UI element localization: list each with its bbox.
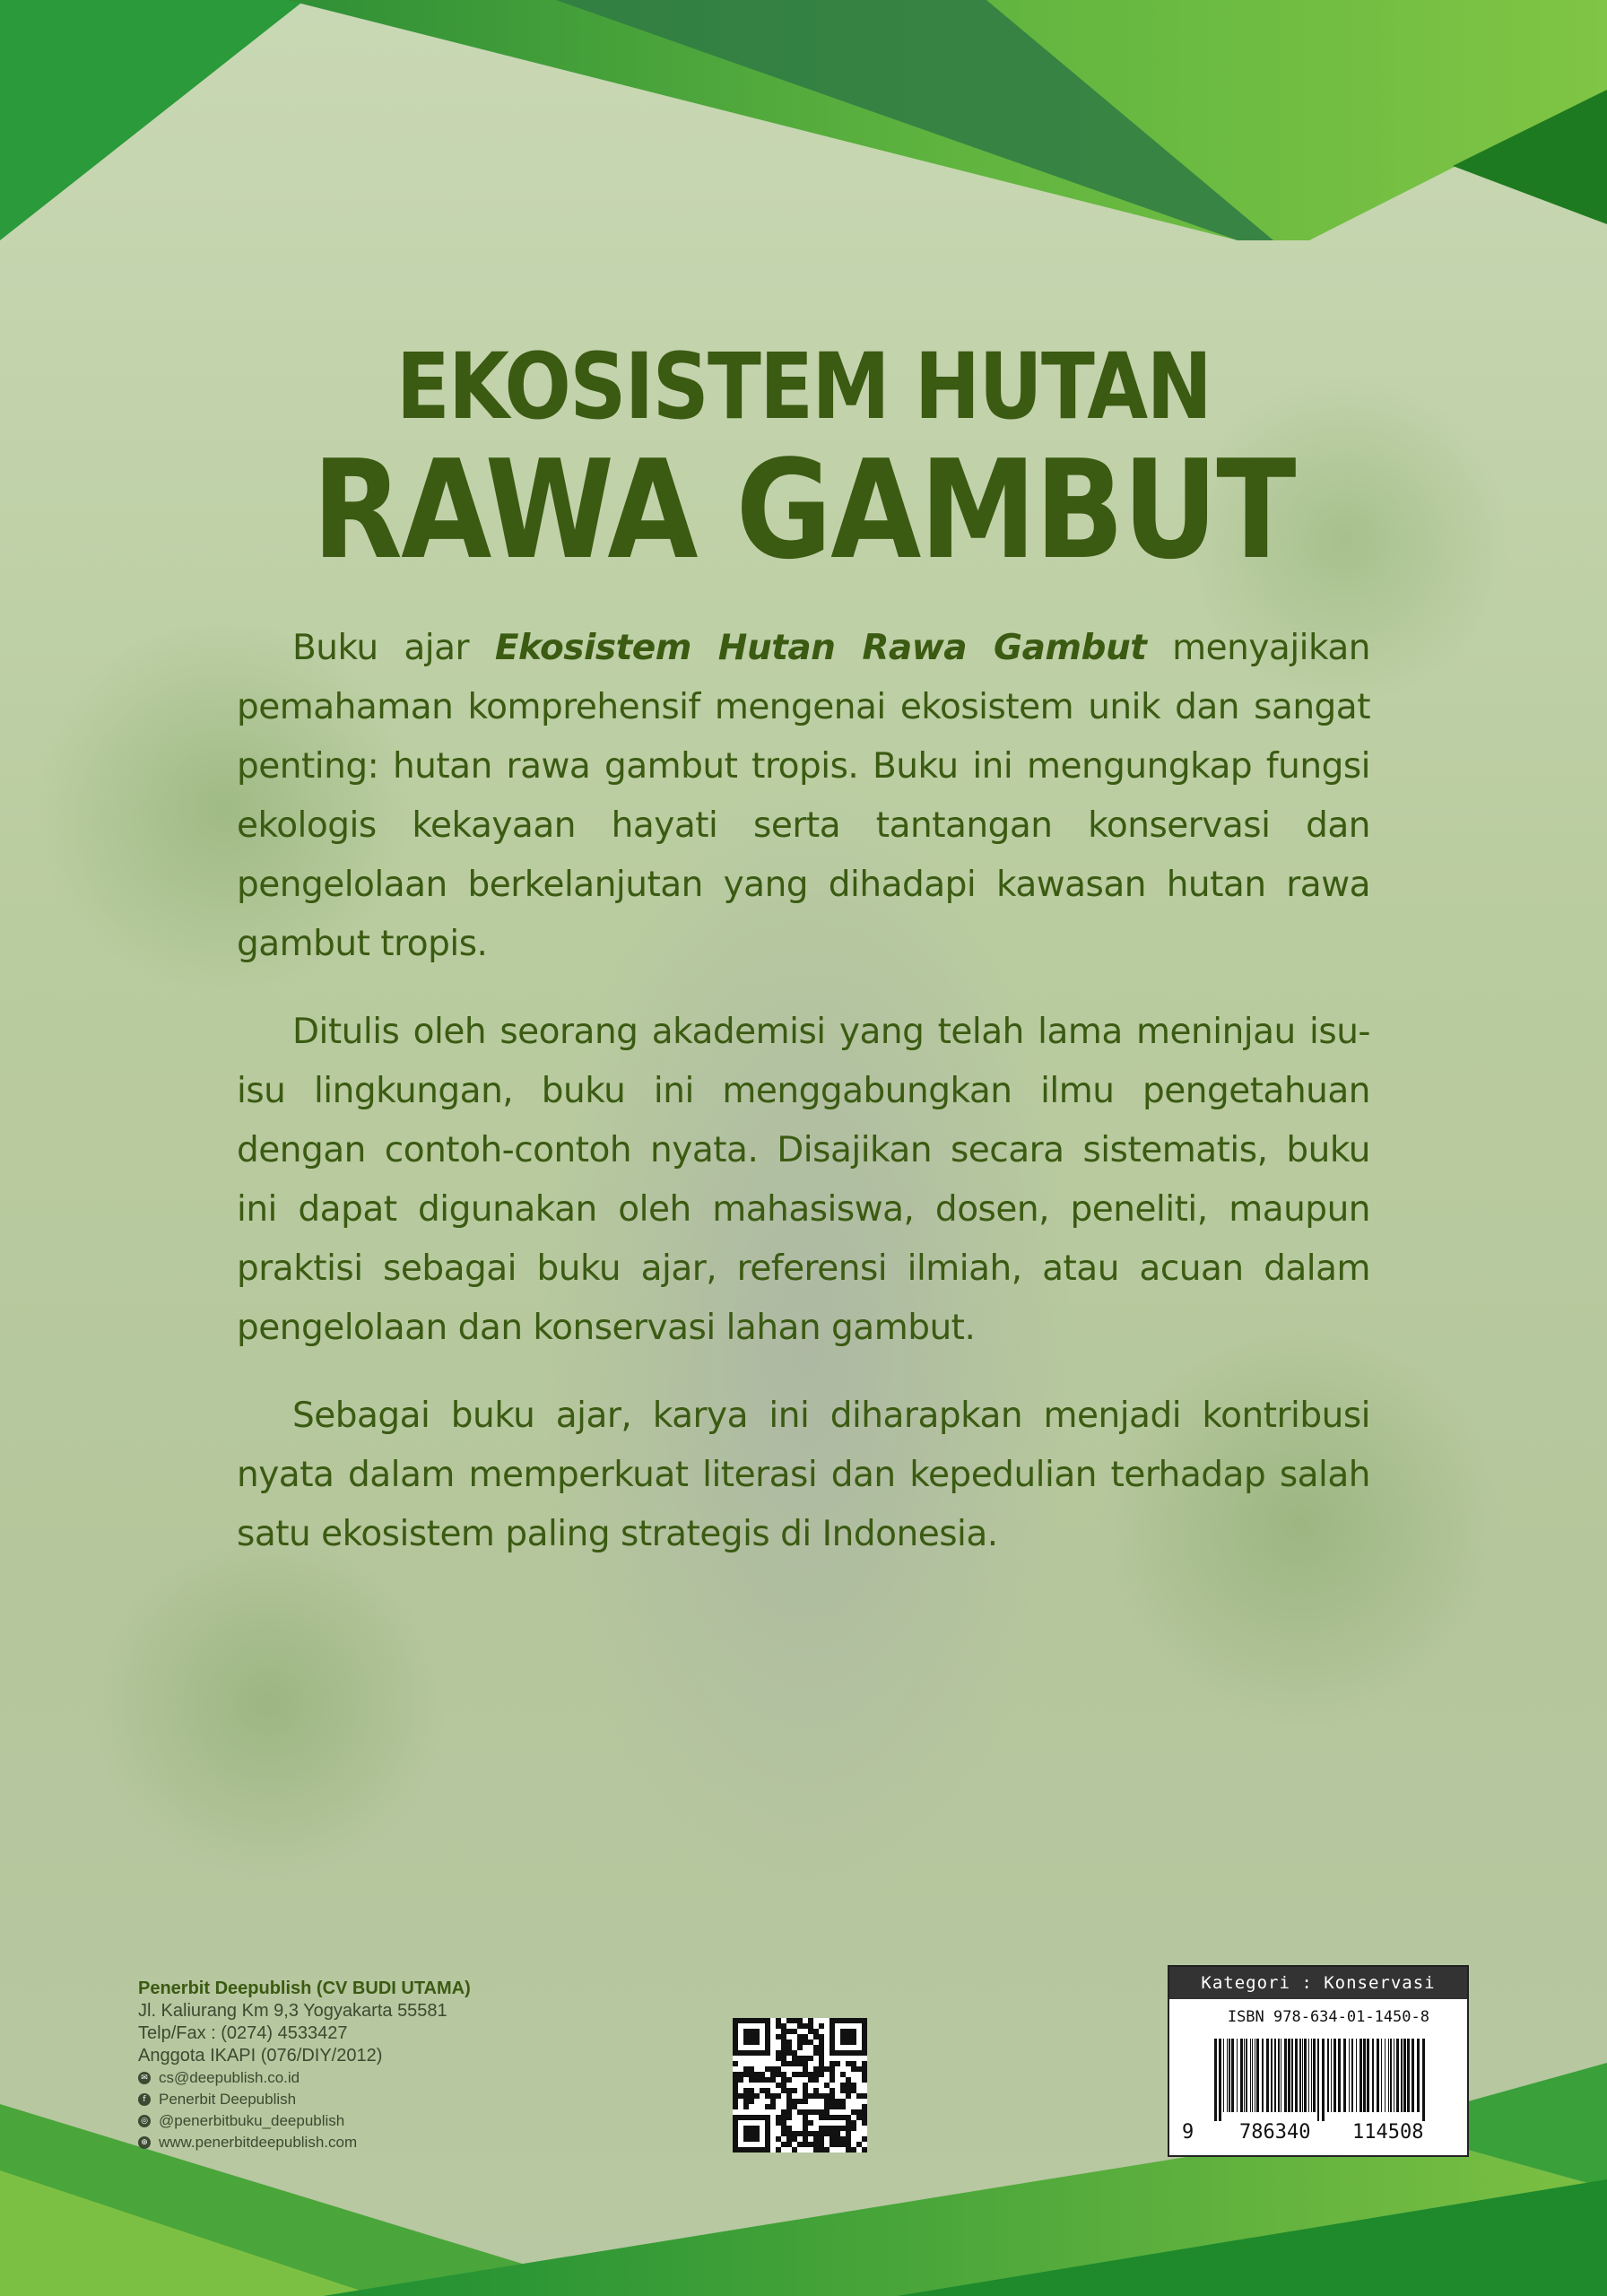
barcode-bars — [1214, 2039, 1426, 2121]
instagram-icon: ◎ — [138, 2115, 151, 2127]
publisher-address: Jl. Kaliurang Km 9,3 Yogyakarta 55581 — [138, 2001, 447, 2021]
publisher-name: Penerbit Deepublish (CV BUDI UTAMA) — [138, 1979, 471, 1998]
contact-text: Penerbit Deepublish — [159, 2091, 297, 2108]
blurb-text: menyajikan pemahaman komprehensif mengenai ekosistem unik dan sangat penting: hutan rawa gambut tropis. Buku ini mengungkap fungsi ekologis kekayaan hayati serta tantangan konservasi dan pengelolaan berkelanjutan yang dihadapi kawasan hutan rawa gambut tropis. — [237, 628, 1371, 964]
blurb-paragraph-2: Ditulis oleh seorang akademisi yang telah lama meninjau isu-isu lingkungan, buku ini menggabungkan ilmu pengetahuan dengan contoh-contoh nyata. Disajikan secara sistematis, buku ini dapat digunakan oleh mahasiswa, dosen, peneliti, maupun praktisi sebagai buku ajar, referensi ilmiah, atau acuan dalam pengelolaan dan konservasi lahan gambut. — [237, 1012, 1370, 1348]
publisher-info — [138, 1977, 471, 2153]
category-label: Kategori : Konservasi — [1169, 1967, 1467, 1999]
contact-facebook — [138, 2089, 471, 2110]
title-line-2: RAWA GAMBUT — [312, 430, 1295, 589]
blurb-paragraph-1 — [237, 619, 1370, 974]
barcode-digit-first: 9 — [1182, 2121, 1194, 2144]
isbn-text: ISBN 978-634-01-1450-8 — [1227, 2008, 1429, 2026]
book-title-emphasis: Ekosistem Hutan Rawa Gambut — [494, 628, 1147, 668]
title-line-1: EKOSISTEM HUTAN — [395, 334, 1212, 440]
contact-text: cs@deepublish.co.id — [159, 2069, 300, 2086]
contact-instagram — [138, 2110, 471, 2132]
contact-text: @penerbitbuku_deepublish — [159, 2112, 345, 2129]
blurb — [237, 619, 1370, 1593]
facebook-icon: f — [138, 2093, 151, 2106]
blurb-lead: Buku ajar — [292, 628, 495, 668]
publisher-phone: Telp/Fax : (0274) 4533427 — [138, 2023, 348, 2043]
contact-text: www.penerbitdeepublish.com — [159, 2134, 358, 2151]
blurb-paragraph-3: Sebagai buku ajar, karya ini diharapkan menjadi kontribusi nyata dalam memperkuat literasi dan kepedulian terhadap salah satu ekosistem paling strategis di Indonesia. — [237, 1396, 1370, 1554]
barcode-digits-right: 114508 — [1352, 2121, 1424, 2144]
globe-icon: ⊕ — [138, 2136, 151, 2149]
contact-website — [138, 2132, 471, 2153]
contact-email — [138, 2067, 471, 2089]
isbn-barcode-box — [1168, 1965, 1469, 2157]
barcode-digits-left: 786340 — [1239, 2121, 1311, 2144]
qr-code — [733, 2018, 867, 2152]
qr-code-graphic — [733, 2018, 867, 2152]
publisher-member: Anggota IKAPI (076/DIY/2012) — [138, 2046, 383, 2066]
email-icon: ✉ — [138, 2072, 151, 2084]
